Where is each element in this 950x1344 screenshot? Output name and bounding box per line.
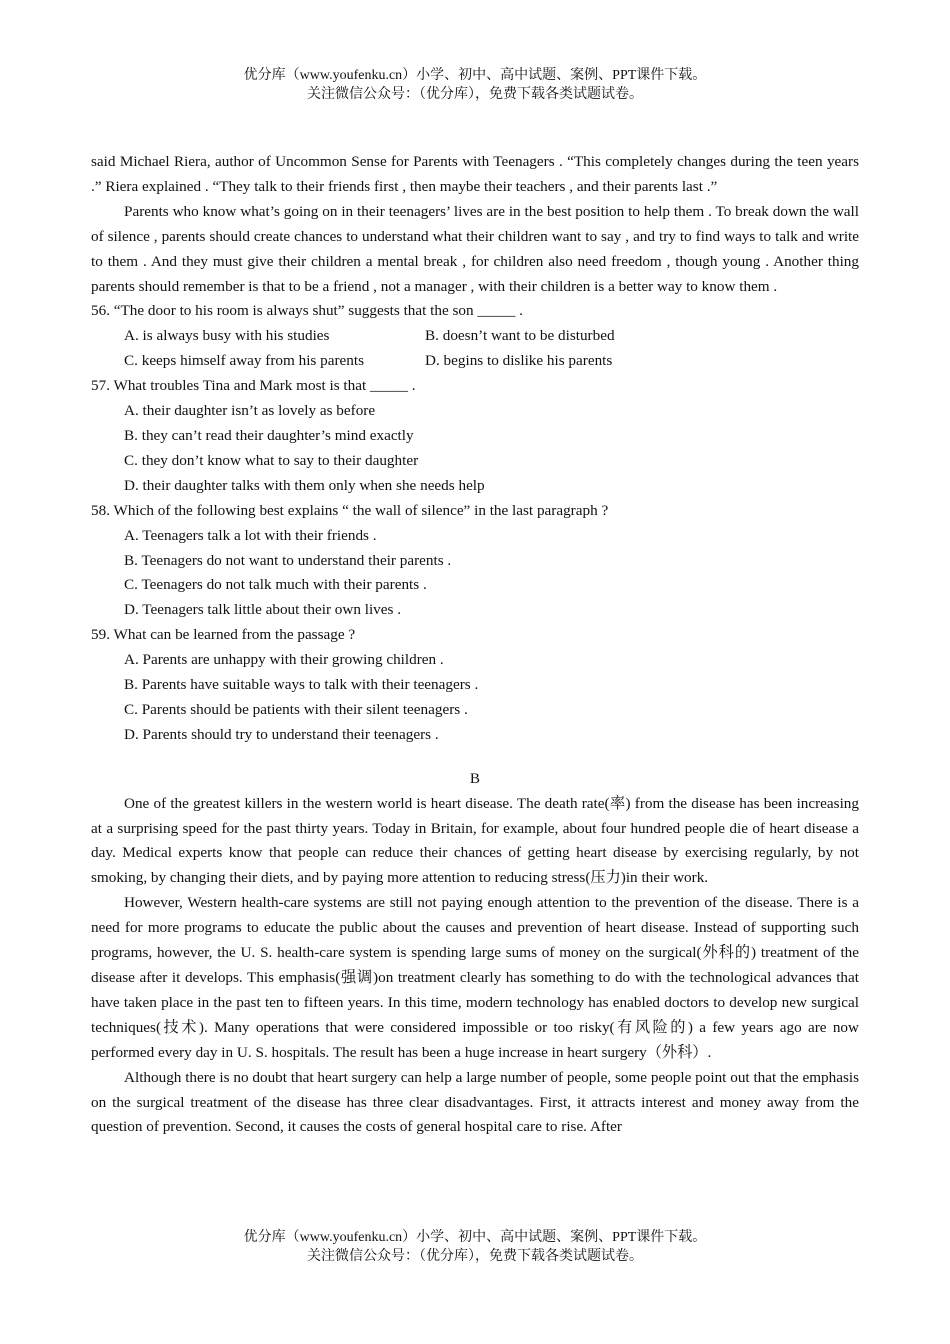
page-footer	[0, 1228, 950, 1266]
option-a: A. is always busy with his studies	[124, 327, 330, 345]
question-58	[91, 499, 859, 624]
option-row	[124, 324, 859, 349]
option-a: A. their daughter isn’t as lovely as before	[124, 402, 376, 420]
option-a: A. Parents are unhappy with their growing children .	[124, 651, 444, 669]
footer-line-1: 优分库（www.youfenku.cn）小学、初中、高中试题、案例、PPT课件下载。	[243, 1230, 707, 1245]
question-59	[91, 623, 859, 748]
page-header	[0, 66, 950, 104]
passage-b-paragraph-1: One of the greatest killers in the western world is heart disease. The death rate(率) from the disease has been increasing at a surprising speed for the past thirty years. Today in Britain, for example, about four hundred people die of heart disease a day. Medical experts know that people can reduce their chances of getting heart disease by exercising regularly, by not smoking, by changing their diets, and by paying more attention to reducing stress(压力)in their work.	[91, 794, 859, 887]
question-stem: 58. Which of the following best explains “ the wall of silence” in the last paragraph ?	[91, 501, 609, 519]
option-b: B. doesn’t want to be disturbed	[425, 327, 615, 345]
passage-a-paragraph-1: said Michael Riera, author of Uncommon Sense for Parents with Teenagers . “This completely changes during the teen years .” Riera explained . “They talk to their friends first , then maybe their teachers , and their parents last .”	[91, 153, 859, 195]
section-b-title: B	[469, 769, 481, 787]
question-57	[91, 374, 859, 499]
document-body	[91, 150, 859, 1140]
option-d: D. begins to dislike his parents	[425, 352, 613, 370]
option-c: C. they don’t know what to say to their daughter	[124, 451, 419, 469]
question-56	[91, 299, 859, 374]
option-c: C. keeps himself away from his parents	[124, 352, 364, 370]
option-d: D. Parents should try to understand their teenagers .	[124, 725, 439, 743]
option-a: A. Teenagers talk a lot with their friends .	[124, 526, 377, 544]
passage-b-paragraph-2: However, Western health-care systems are still not paying enough attention to the prevention of the disease. There is a need for more programs to educate the public about the causes and prevention of heart disease. Instead of supporting such programs, however, the U. S. health-care system is spending large sums of money on the surgical(外科的) treatment of the disease after it develops. This emphasis(强调)on treatment clearly has something to do with the technological advances that have taken place in the past ten to fifteen years. In this time, modern technology has enabled doctors to develop new surgical techniques(技术). Many operations that were considered impossible or too risky(有风险的) a few years ago are now performed every day in U. S. hospitals. The result has been a huge increase in heart surgery（外科）.	[91, 894, 859, 1061]
option-d: D. Teenagers talk little about their own lives .	[124, 601, 402, 619]
question-stem: 59. What can be learned from the passage ?	[91, 626, 356, 644]
passage-b-paragraph-3: Although there is no doubt that heart surgery can help a large number of people, some people point out that the emphasis on the surgical treatment of the disease has three clear disadvantages. First, it attracts interest and money away from the question of prevention. Second, it causes the costs of general hospital care to rise. After	[91, 1068, 859, 1136]
header-line-1: 优分库（www.youfenku.cn）小学、初中、高中试题、案例、PPT课件下载。	[243, 68, 707, 83]
header-line-2: 关注微信公众号：（优分库），免费下载各类试题试卷。	[307, 87, 643, 102]
footer-line-2: 关注微信公众号：（优分库），免费下载各类试题试卷。	[307, 1249, 643, 1264]
option-c: C. Parents should be patients with their silent teenagers .	[124, 700, 468, 718]
question-stem: 57. What troubles Tina and Mark most is that _____ .	[91, 377, 416, 395]
passage-a-paragraph-2: Parents who know what’s going on in their teenagers’ lives are in the best position to help them . To break down the wall of silence , parents should create chances to understand what their children want to say , and try to find ways to talk and write to them . And they must give their children a mental break , for children also need freedom , though young . Another thing parents should remember is that to be a friend , not a manager , with their children is a better way to know them .	[91, 202, 859, 295]
option-c: C. Teenagers do not talk much with their parents .	[124, 576, 427, 594]
option-row	[124, 349, 859, 374]
option-b: B. Parents have suitable ways to talk with their teenagers .	[124, 676, 479, 694]
question-stem: 56. “The door to his room is always shut” suggests that the son _____ .	[91, 302, 523, 320]
option-b: B. they can’t read their daughter’s mind exactly	[124, 426, 414, 444]
option-b: B. Teenagers do not want to understand their parents .	[124, 551, 452, 569]
option-d: D. their daughter talks with them only when she needs help	[124, 476, 485, 494]
